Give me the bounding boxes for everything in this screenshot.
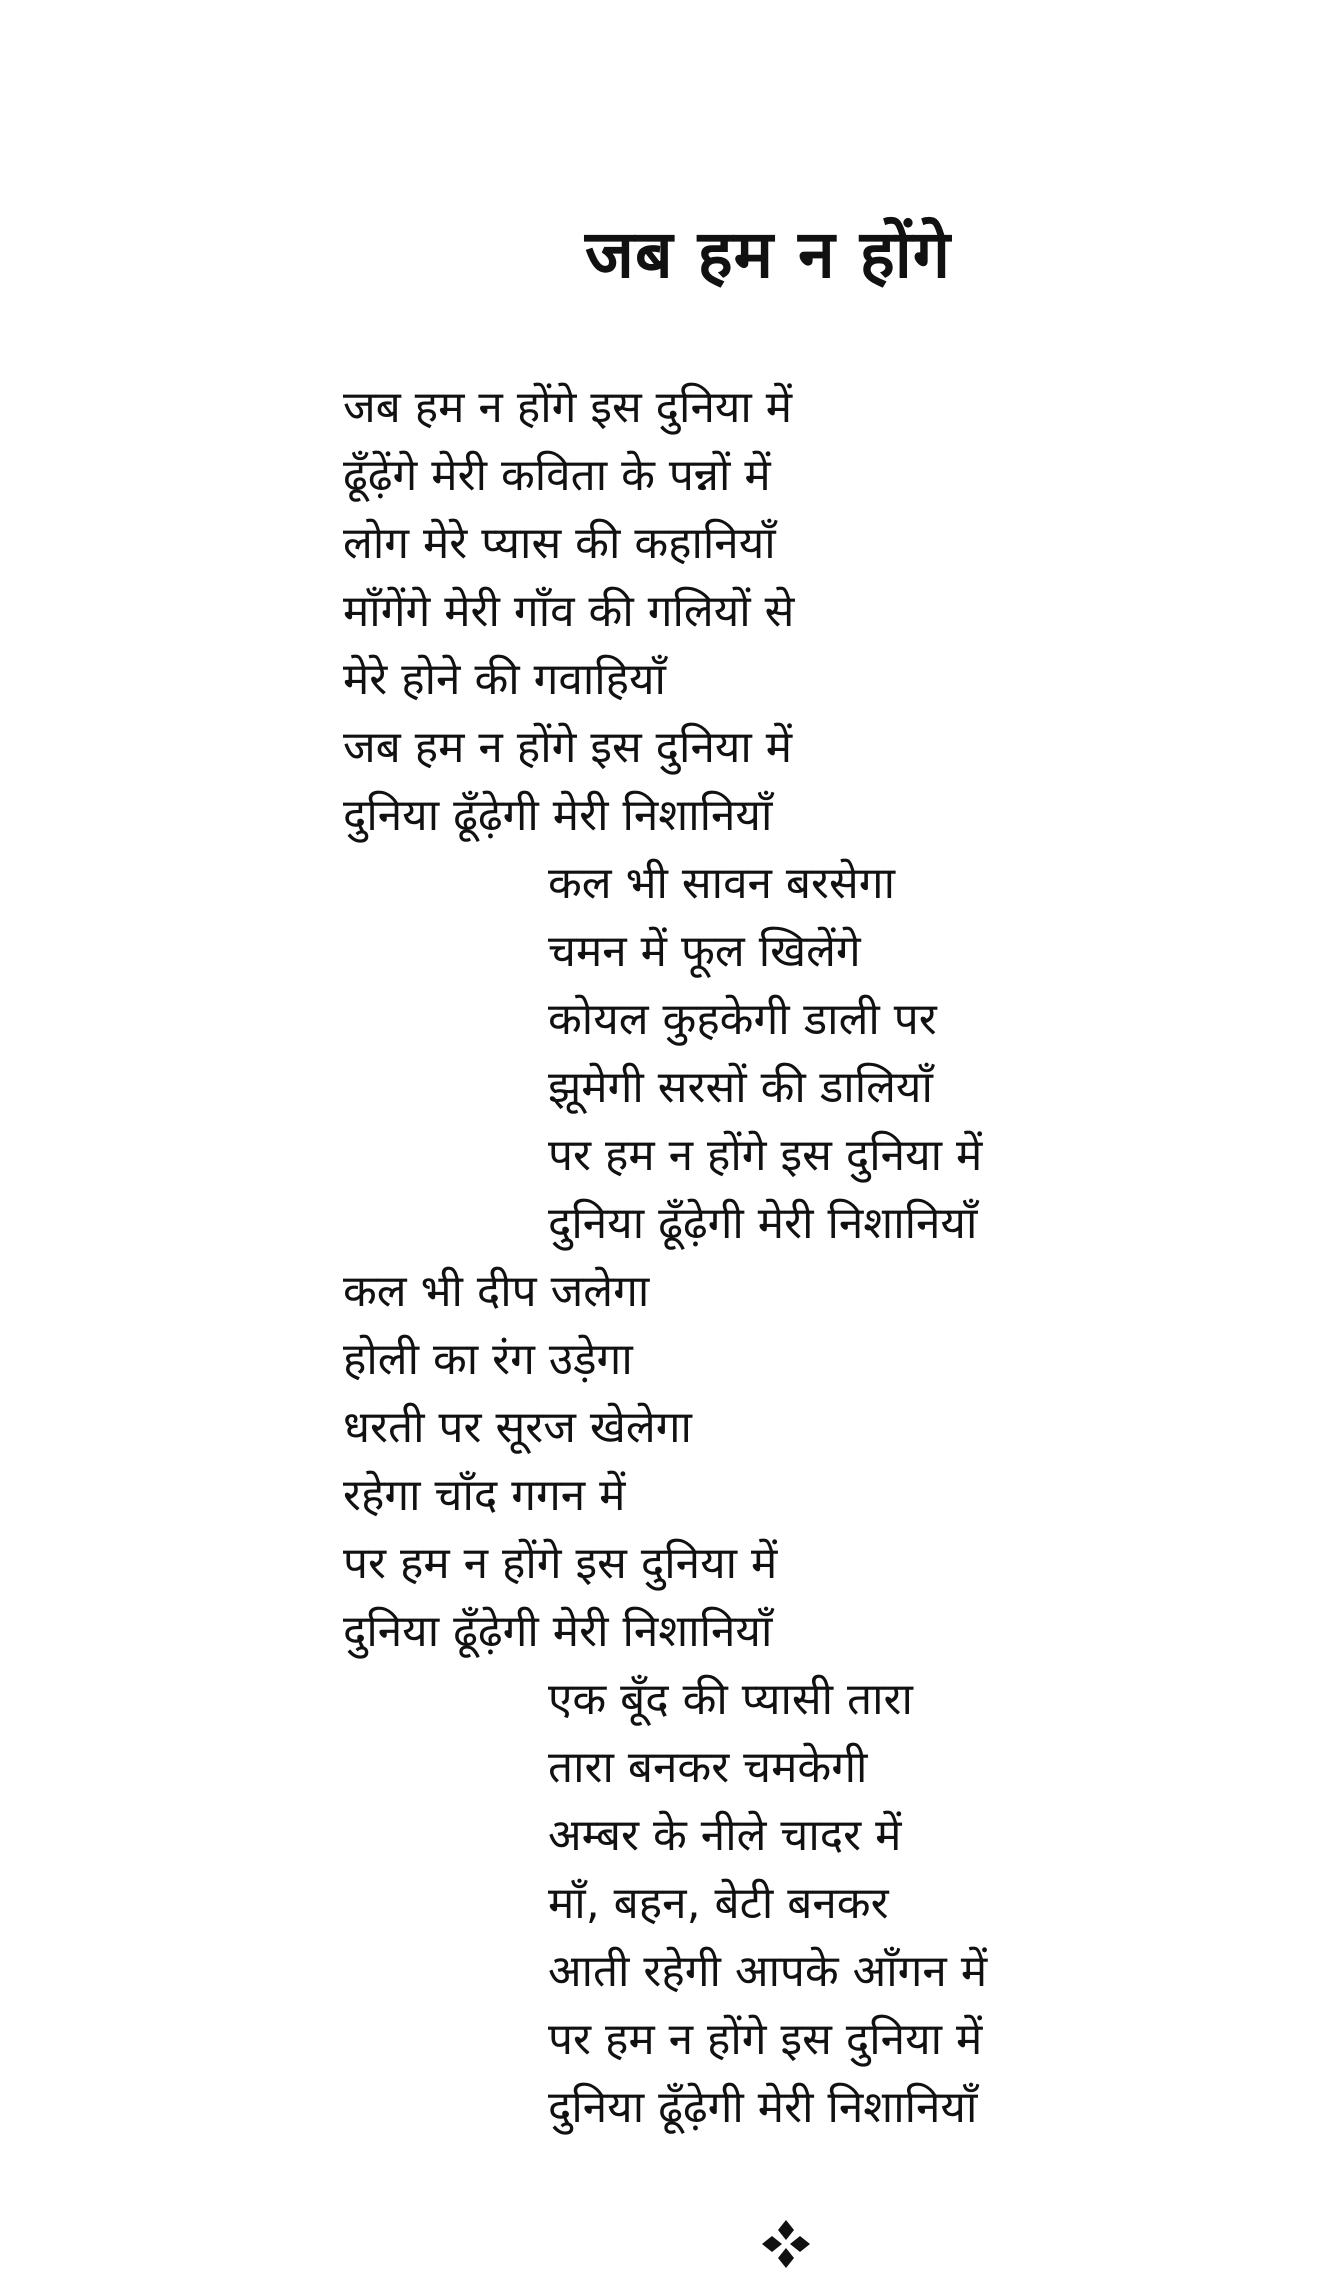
poem-line: तारा बनकर चमकेगी (548, 1742, 868, 1793)
poem-line: कल भी दीप जलेगा (343, 1266, 650, 1317)
poem-line: पर हम न होंगे इस दुनिया में (343, 1538, 778, 1589)
poem-line: ढूँढ़ेंगे मेरी कविता के पन्नों में (343, 450, 771, 501)
poem-line: दुनिया ढूँढ़ेगी मेरी निशानियाँ (343, 1606, 773, 1657)
poem-line: लोग मेरे प्यास की कहानियाँ (343, 518, 776, 569)
poem-line: जब हम न होंगे इस दुनिया में (343, 382, 793, 433)
four-diamond-ornament-icon (760, 2218, 812, 2270)
poem-line: चमन में फूल खिलेंगे (548, 926, 861, 977)
poem-line: कोयल कुहकेगी डाली पर (548, 994, 937, 1045)
poem-line: झूमेगी सरसों की डालियाँ (548, 1062, 933, 1113)
poem-line: होली का रंग उड़ेगा (343, 1334, 633, 1385)
poem-line: रहेगा चाँद गगन में (343, 1470, 626, 1521)
poem-line: दुनिया ढूँढ़ेगी मेरी निशानियाँ (548, 1198, 978, 1249)
poem-line: कल भी सावन बरसेगा (548, 858, 895, 909)
poem-title: जब हम न होंगे (585, 216, 952, 293)
poem-line: माँ, बहन, बेटी बनकर (548, 1878, 889, 1929)
poem-line: अम्बर के नीले चादर में (548, 1810, 902, 1861)
poem-line: एक बूँद की प्यासी तारा (548, 1674, 913, 1725)
poem-line: पर हम न होंगे इस दुनिया में (548, 2014, 983, 2065)
poem-line: पर हम न होंगे इस दुनिया में (548, 1130, 983, 1181)
poem-line: आती रहेगी आपके आँगन में (548, 1946, 988, 1997)
poem-line: दुनिया ढूँढ़ेगी मेरी निशानियाँ (343, 790, 773, 841)
poem-line: माँगेंगे मेरी गाँव की गलियों से (343, 586, 795, 637)
poem-line: जब हम न होंगे इस दुनिया में (343, 722, 793, 773)
poem-line: मेरे होने की गवाहियाँ (343, 654, 666, 705)
poem-line: धरती पर सूरज खेलेगा (343, 1402, 692, 1453)
poem-line: दुनिया ढूँढ़ेगी मेरी निशानियाँ (548, 2082, 978, 2133)
